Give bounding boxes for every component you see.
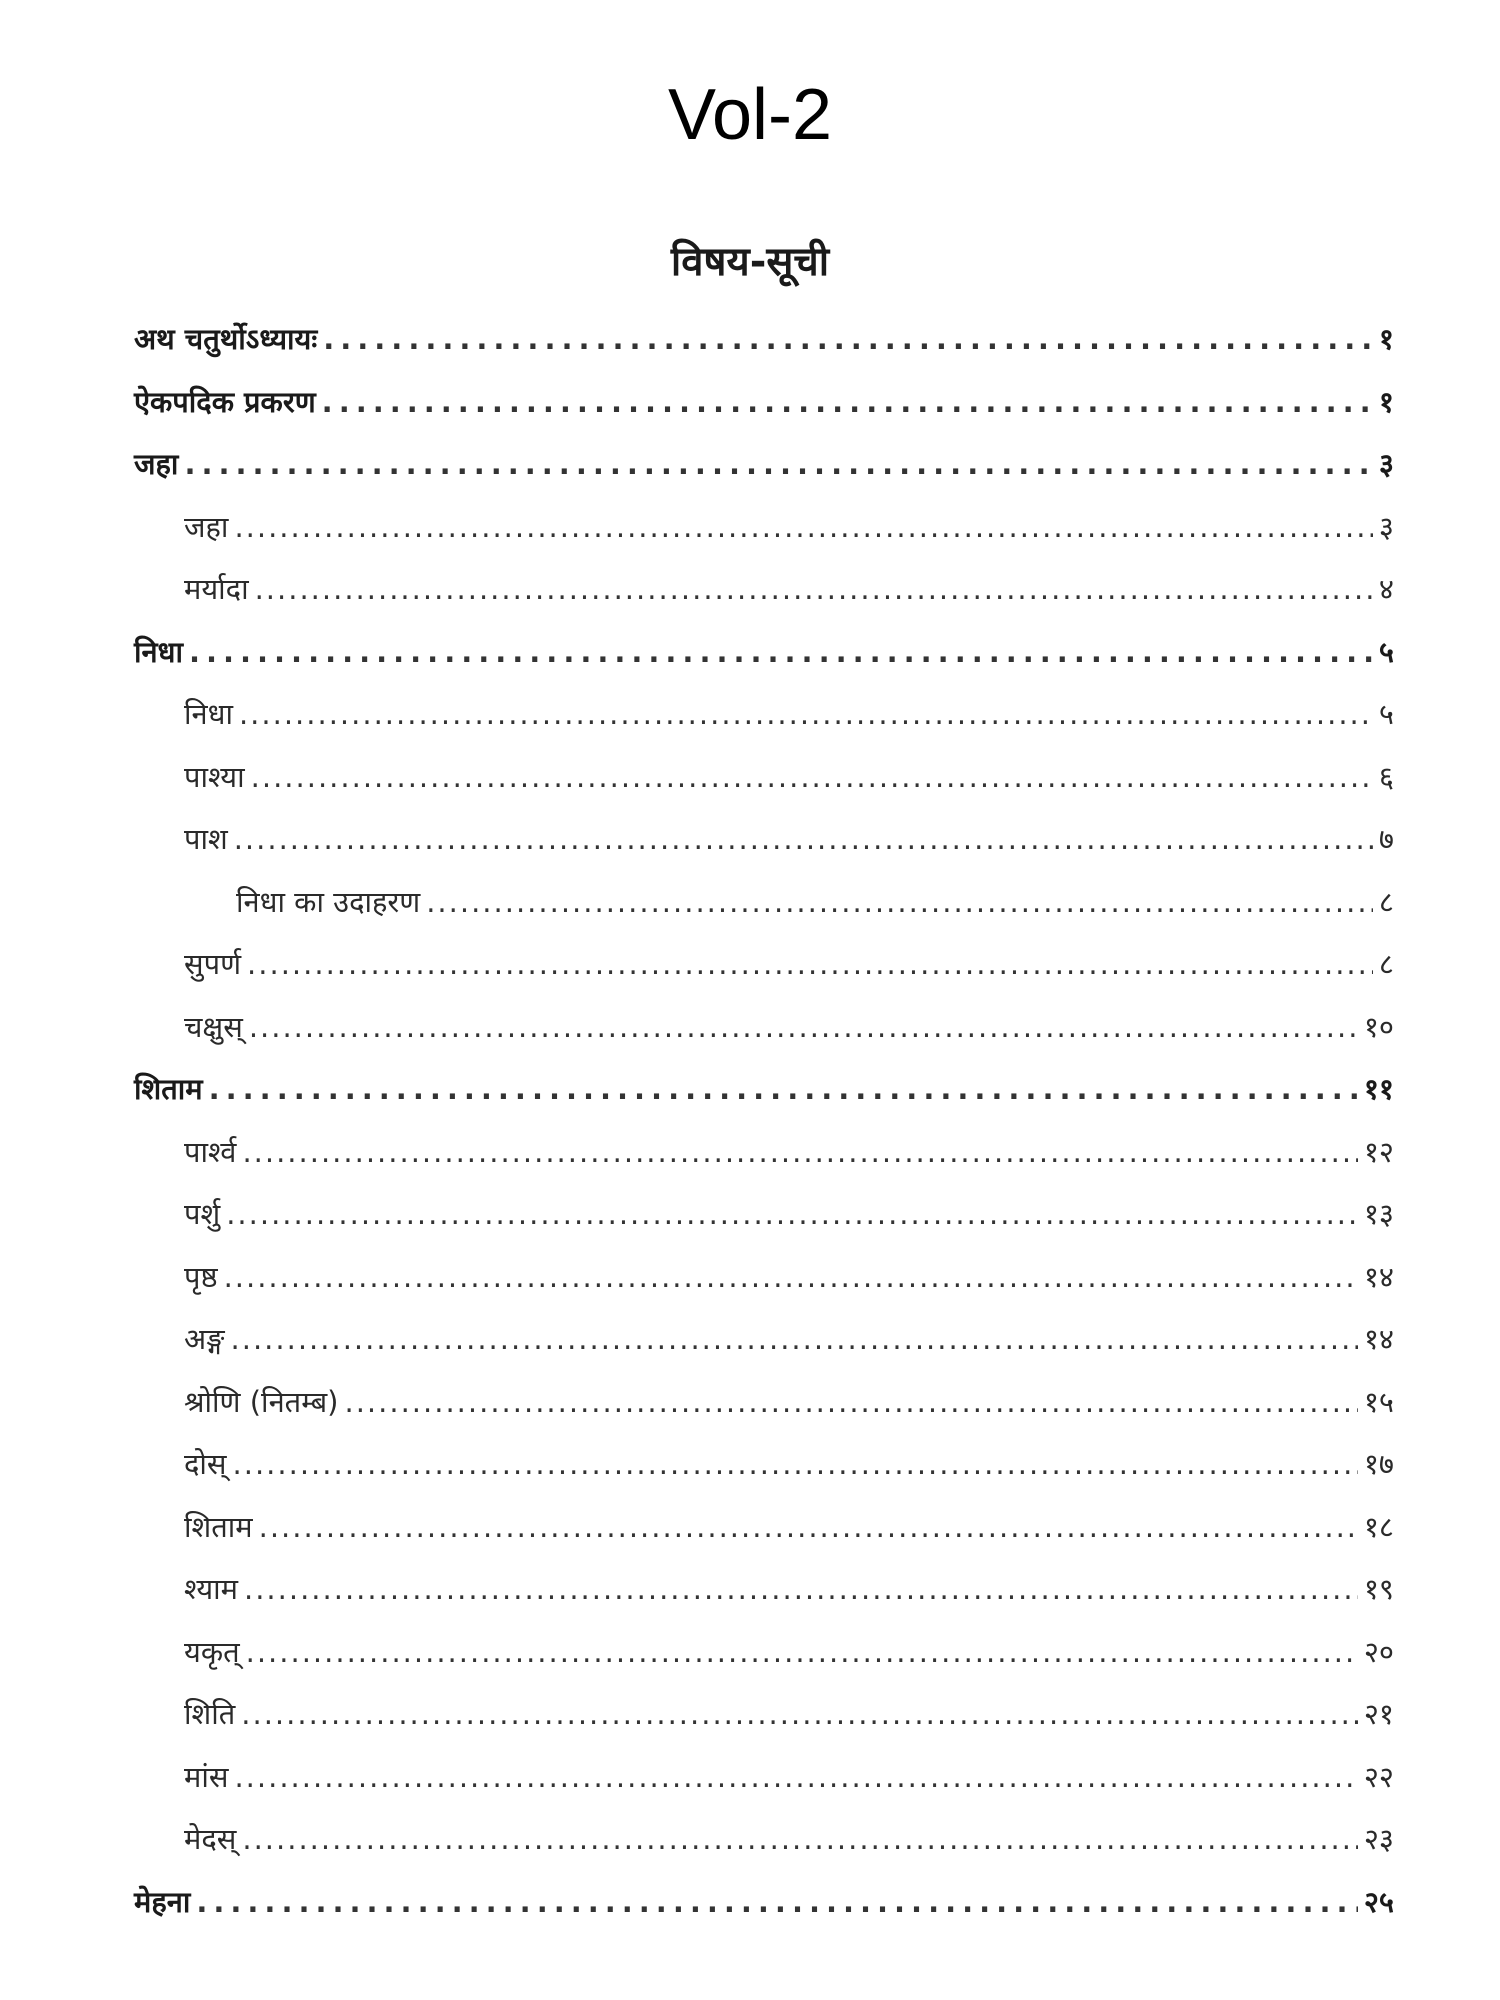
toc-entry — [134, 496, 1394, 559]
toc-entry-page-number: ७ — [1378, 822, 1394, 857]
toc-entry — [134, 746, 1394, 809]
toc-entry — [134, 871, 1394, 934]
dot-leader — [189, 632, 1373, 672]
toc-entry-label: पाश्या — [184, 759, 245, 794]
toc-heading: विषय-सूची — [670, 239, 830, 285]
toc-entry-label: शिताम — [184, 1509, 253, 1544]
dot-leader — [224, 1257, 1358, 1297]
dot-leader — [233, 1444, 1358, 1484]
toc-entry-page-number: १ — [1378, 384, 1394, 419]
toc-entry-label: पर्शु — [184, 1197, 221, 1232]
toc-entry-label: सुपर्ण — [184, 947, 242, 982]
dot-leader — [323, 319, 1373, 359]
dot-leader — [242, 1132, 1357, 1172]
toc-entry — [134, 1558, 1394, 1621]
toc-entry-page-number: १० — [1363, 1009, 1394, 1044]
toc-entry — [134, 808, 1394, 871]
toc-entry-label: पृष्ठ — [184, 1259, 218, 1294]
toc-entry-label: ऐकपदिक प्रकरण — [134, 384, 316, 419]
toc-entry-page-number: २२ — [1363, 1759, 1394, 1794]
toc-entry — [134, 1058, 1394, 1121]
toc-entry-label: मांस — [184, 1759, 229, 1794]
toc-entry-label: पार्श्व — [184, 1134, 237, 1169]
toc-entry — [134, 1808, 1394, 1871]
dot-leader — [196, 1882, 1357, 1922]
toc-entry — [134, 1246, 1394, 1309]
toc-entry-page-number: २३ — [1363, 1822, 1394, 1857]
toc-entry-label: निधा का उदाहरण — [236, 884, 421, 919]
dot-leader — [234, 507, 1372, 547]
toc-entry — [134, 1496, 1394, 1559]
toc-entry-page-number: २० — [1363, 1634, 1394, 1669]
dot-leader — [345, 1382, 1358, 1422]
toc-entry-page-number: १२ — [1363, 1134, 1394, 1169]
dot-leader — [247, 944, 1373, 984]
dot-leader — [231, 1319, 1358, 1359]
toc-entry-page-number: ५ — [1378, 697, 1394, 732]
toc-entry — [134, 1683, 1394, 1746]
toc-entry-page-number: ८ — [1378, 947, 1394, 982]
dot-leader — [241, 1694, 1358, 1734]
dot-leader — [242, 1819, 1357, 1859]
toc-entry-page-number: ११ — [1363, 1072, 1394, 1107]
toc-entry — [134, 683, 1394, 746]
toc-entry-page-number: १९ — [1363, 1572, 1394, 1607]
dot-leader — [226, 1194, 1358, 1234]
toc-entry-label: अथ चतुर्थोऽध्यायः — [134, 322, 318, 357]
toc-entry-label: पाश — [184, 822, 228, 857]
dot-leader — [259, 1507, 1358, 1547]
toc-entry-page-number: ६ — [1378, 759, 1394, 794]
toc-entry — [134, 558, 1394, 621]
toc-entry-label: निधा — [184, 697, 233, 732]
toc-entry-page-number: १७ — [1363, 1447, 1394, 1482]
dot-leader — [246, 1632, 1358, 1672]
dot-leader — [251, 757, 1373, 797]
dot-leader — [255, 569, 1373, 609]
toc-entry-label: मर्यादा — [184, 572, 249, 607]
toc-entry-label: शिताम — [134, 1072, 203, 1107]
toc-entry-label: श्याम — [184, 1572, 238, 1607]
toc-entry — [134, 621, 1394, 684]
toc-entry-label: यकृत् — [184, 1634, 240, 1669]
dot-leader — [234, 1757, 1357, 1797]
dot-leader — [426, 882, 1373, 922]
table-of-contents — [134, 308, 1394, 1933]
toc-entry-page-number: १४ — [1363, 1322, 1394, 1357]
toc-entry — [134, 1371, 1394, 1434]
toc-entry — [134, 371, 1394, 434]
toc-entry-label: शिति — [184, 1697, 236, 1732]
toc-entry — [134, 1121, 1394, 1184]
toc-entry-page-number: ३ — [1378, 447, 1394, 482]
toc-entry — [134, 1183, 1394, 1246]
volume-title: Vol-2 — [667, 75, 833, 155]
toc-entry-page-number: २१ — [1363, 1697, 1394, 1732]
toc-entry-label: अङ्ग — [184, 1322, 225, 1357]
toc-entry-page-number: ४ — [1378, 572, 1394, 607]
dot-leader — [184, 444, 1372, 484]
toc-entry-label: मेदस् — [184, 1822, 237, 1857]
toc-entry — [134, 1621, 1394, 1684]
toc-entry — [134, 996, 1394, 1059]
toc-entry — [134, 433, 1394, 496]
dot-leader — [209, 1069, 1358, 1109]
toc-entry — [134, 1871, 1394, 1934]
toc-entry-page-number: ८ — [1378, 884, 1394, 919]
dot-leader — [239, 694, 1373, 734]
toc-entry-page-number: १३ — [1363, 1197, 1394, 1232]
dot-leader — [322, 382, 1373, 422]
toc-entry — [134, 1308, 1394, 1371]
dot-leader — [249, 1007, 1358, 1047]
toc-entry-page-number: २५ — [1363, 1884, 1394, 1919]
toc-entry — [134, 308, 1394, 371]
toc-entry — [134, 1746, 1394, 1809]
toc-entry-label: चक्षुस् — [184, 1009, 243, 1044]
dot-leader — [244, 1569, 1358, 1609]
toc-entry-page-number: १ — [1378, 322, 1394, 357]
toc-entry-label: श्रोणि (नितम्ब) — [184, 1384, 339, 1419]
toc-entry — [134, 933, 1394, 996]
toc-entry-label: जहा — [134, 447, 179, 482]
toc-entry-page-number: ५ — [1378, 634, 1394, 669]
toc-entry-page-number: १५ — [1363, 1384, 1394, 1419]
toc-entry — [134, 1433, 1394, 1496]
toc-entry-label: मेहना — [134, 1884, 191, 1919]
toc-entry-page-number: ३ — [1378, 509, 1394, 544]
toc-entry-label: दोस् — [184, 1447, 227, 1482]
toc-entry-page-number: १८ — [1363, 1509, 1394, 1544]
toc-entry-label: जहा — [184, 509, 229, 544]
dot-leader — [234, 819, 1373, 859]
toc-entry-label: निधा — [134, 634, 183, 669]
toc-entry-page-number: १४ — [1363, 1259, 1394, 1294]
